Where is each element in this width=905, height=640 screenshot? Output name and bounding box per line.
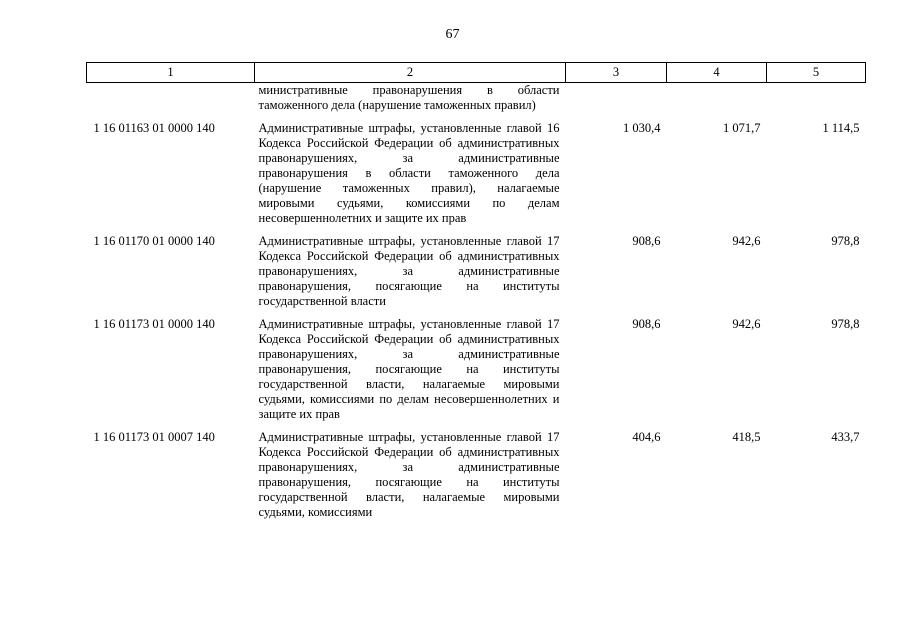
table-row [87,230,866,313]
column-header-3: 3 [566,63,667,83]
value-col-5: 1 114,5 [822,121,860,135]
budget-code [87,83,255,118]
table-row [87,426,866,520]
value-col-5: 978,8 [831,317,860,331]
value-col-3: 908,6 [632,317,661,331]
budget-code: 1 16 01163 01 0000 140 [93,121,215,135]
row-description: министративные правонарушения в области таможенного дела (нарушение таможенных правил) [258,83,560,112]
column-header-4: 4 [667,63,767,83]
row-description: Административные штрафы, установленные главой 17 Кодекса Российской Федерации об административных правонарушениях, за административные правонарушения, посягающие на институты государственной власти, налагаемые мировыми судьями, комиссиями по делам несовершеннолетних и защите их прав [258,317,560,421]
value-col-4: 418,5 [732,430,761,444]
budget-code: 1 16 01173 01 0000 140 [93,317,215,331]
value-col-5: 433,7 [831,430,860,444]
budget-code: 1 16 01173 01 0007 140 [93,430,215,444]
page-number: 67 [445,27,460,42]
value-col-5 [767,83,866,118]
value-col-3: 908,6 [632,234,661,248]
budget-table [86,62,866,520]
value-col-5: 978,8 [831,234,860,248]
column-header-5: 5 [767,63,866,83]
row-description: Административные штрафы, установленные главой 17 Кодекса Российской Федерации об административных правонарушениях, за административные правонарушения, посягающие на институты государственной власти, налагаемые мировыми судьями, комиссиями [258,430,560,519]
table-row [87,313,866,426]
budget-code: 1 16 01170 01 0000 140 [93,234,215,248]
value-col-3: 404,6 [632,430,661,444]
table-row [87,117,866,230]
row-description: Административные штрафы, установленные главой 17 Кодекса Российской Федерации об административных правонарушениях, за административные правонарушения, посягающие на институты государственной власти [258,234,560,308]
value-col-4: 942,6 [732,317,761,331]
value-col-3: 1 030,4 [623,121,661,135]
value-col-4: 1 071,7 [723,121,761,135]
table-row [87,83,866,118]
value-col-4 [667,83,767,118]
row-description: Административные штрафы, установленные главой 16 Кодекса Российской Федерации об административных правонарушениях, за административные правонарушения в области таможенного дела (нарушение таможенных правил), налагаемые мировыми судьями, комиссиями по делам несовершеннолетних и защите их прав [258,121,560,225]
value-col-3 [566,83,667,118]
column-header-1: 1 [87,63,255,83]
table-header-row [87,63,866,83]
value-col-4: 942,6 [732,234,761,248]
column-header-2: 2 [255,63,566,83]
